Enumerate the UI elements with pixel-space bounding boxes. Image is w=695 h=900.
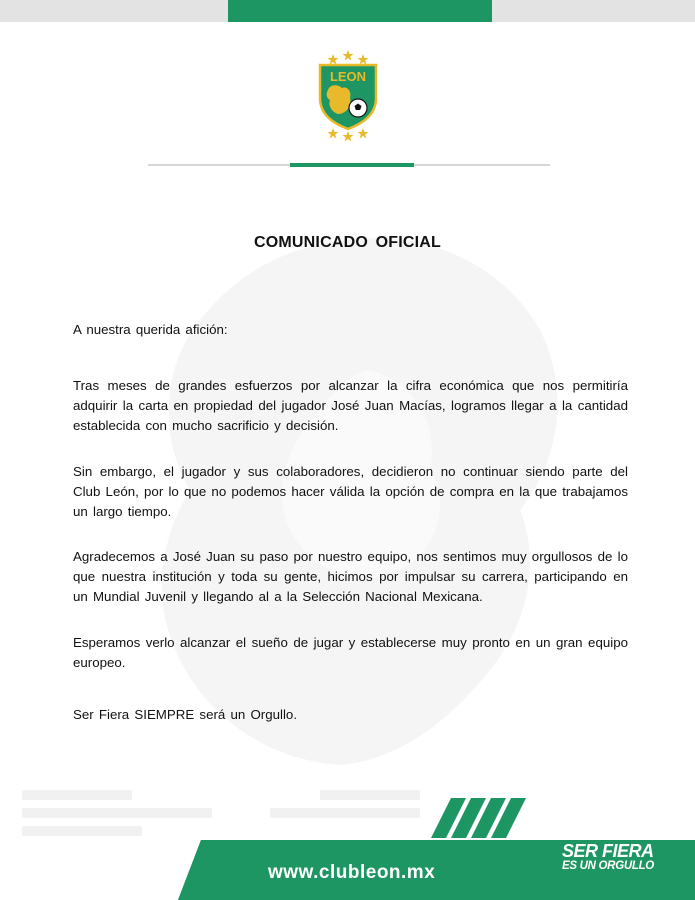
slogan-line-1: SER FIERA <box>562 841 654 861</box>
divider-accent <box>290 163 414 167</box>
slogan-line-2: ES UN ORGULLO <box>562 860 654 872</box>
club-leon-crest-logo <box>312 50 384 142</box>
document-title: COMUNICADO OFICIAL <box>253 234 442 251</box>
slogan-logo <box>562 842 654 873</box>
paragraph-1: Tras meses de grandes esfuerzos por alcanzar la cifra económica que nos permitiría adquirir la carta en propiedad del jugador José Juan Macías, logramos llegar a la cantidad establecida con mucho sacrificio y decisión. <box>73 378 628 433</box>
paragraph-4: Esperamos verlo alcanzar el sueño de jugar y establecerse muy pronto en un gran equipo europeo. <box>73 635 628 670</box>
website-url[interactable]: www.clubleon.mx <box>268 862 436 883</box>
salutation: A nuestra querida afición: <box>73 322 228 337</box>
closing-line: Ser Fiera SIEMPRE será un Orgullo. <box>73 707 298 722</box>
top-accent-stripe <box>228 0 492 22</box>
stripe-graphic <box>431 798 526 838</box>
paragraph-3: Agradecemos a José Juan su paso por nuestro equipo, nos sentimos muy orgullosos de lo que nuestra institución y toda su gente, hicimos por impulsar su carrera, participando en un Mundial Juvenil y llegando al a la Selección Nacional Mexicana. <box>73 549 628 604</box>
header-divider <box>148 164 550 166</box>
top-color-bar <box>0 0 695 22</box>
paragraph-2: Sin embargo, el jugador y sus colaboradores, decidieron no continuar siendo parte del Club León, por lo que no podemos hacer válida la opción de compra en la que trabajamos un largo tiempo. <box>73 464 628 519</box>
svg-text:LEON: LEON <box>329 69 367 84</box>
